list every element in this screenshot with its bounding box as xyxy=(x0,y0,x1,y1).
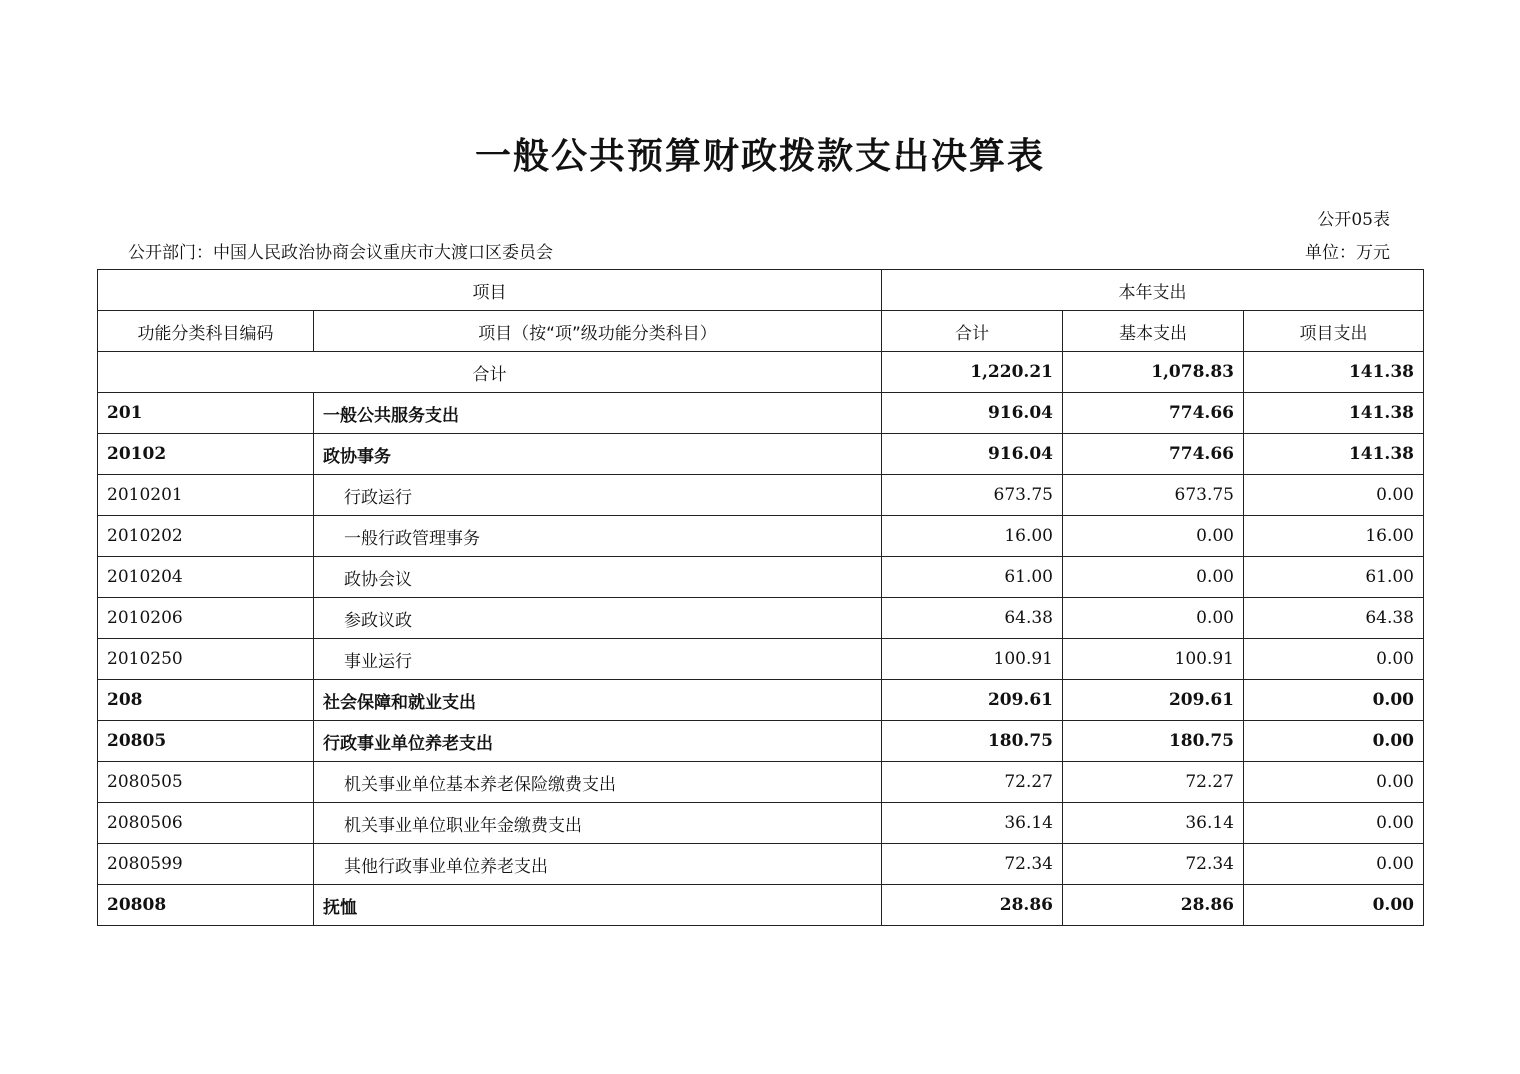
row-name: 行政事业单位养老支出 xyxy=(314,721,882,762)
row-project: 0.00 xyxy=(1244,803,1424,844)
row-basic: 673.75 xyxy=(1063,475,1244,516)
header-code: 功能分类科目编码 xyxy=(98,311,314,352)
row-name: 机关事业单位职业年金缴费支出 xyxy=(314,803,882,844)
table-row xyxy=(98,557,1424,598)
expenditure-table xyxy=(97,269,1424,926)
row-total: 28.86 xyxy=(882,885,1063,926)
header-project-detail: 项目（按“项”级功能分类科目） xyxy=(314,311,882,352)
row-name: 政协会议 xyxy=(314,557,882,598)
row-project: 141.38 xyxy=(1244,393,1424,434)
row-project: 0.00 xyxy=(1244,639,1424,680)
table-row xyxy=(98,680,1424,721)
row-basic: 209.61 xyxy=(1063,680,1244,721)
table-row xyxy=(98,803,1424,844)
table-row xyxy=(98,885,1424,926)
table-row xyxy=(98,844,1424,885)
row-project: 0.00 xyxy=(1244,680,1424,721)
row-total: 916.04 xyxy=(882,434,1063,475)
row-code: 2010201 xyxy=(98,475,314,516)
row-basic: 28.86 xyxy=(1063,885,1244,926)
table-row xyxy=(98,475,1424,516)
row-total: 64.38 xyxy=(882,598,1063,639)
row-basic: 36.14 xyxy=(1063,803,1244,844)
total-project: 141.38 xyxy=(1244,352,1424,393)
row-code: 2010206 xyxy=(98,598,314,639)
row-name: 事业运行 xyxy=(314,639,882,680)
table-row xyxy=(98,762,1424,803)
row-total: 61.00 xyxy=(882,557,1063,598)
row-basic: 774.66 xyxy=(1063,393,1244,434)
total-row xyxy=(98,352,1424,393)
table-row xyxy=(98,393,1424,434)
row-basic: 180.75 xyxy=(1063,721,1244,762)
row-name: 机关事业单位基本养老保险缴费支出 xyxy=(314,762,882,803)
row-code: 201 xyxy=(98,393,314,434)
row-total: 16.00 xyxy=(882,516,1063,557)
row-code: 2080599 xyxy=(98,844,314,885)
table-row xyxy=(98,721,1424,762)
header-row-2 xyxy=(98,311,1424,352)
row-project: 0.00 xyxy=(1244,844,1424,885)
header-basic: 基本支出 xyxy=(1063,311,1244,352)
header-total: 合计 xyxy=(882,311,1063,352)
table-row xyxy=(98,434,1424,475)
table-number: 公开05表 xyxy=(1317,210,1390,230)
row-name: 其他行政事业单位养老支出 xyxy=(314,844,882,885)
row-code: 2080506 xyxy=(98,803,314,844)
row-basic: 0.00 xyxy=(1063,598,1244,639)
row-name: 社会保障和就业支出 xyxy=(314,680,882,721)
row-total: 36.14 xyxy=(882,803,1063,844)
row-code: 2010250 xyxy=(98,639,314,680)
row-code: 2010204 xyxy=(98,557,314,598)
department-label: 公开部门：中国人民政治协商会议重庆市大渡口区委员会 xyxy=(128,243,553,263)
row-total: 180.75 xyxy=(882,721,1063,762)
table-row xyxy=(98,639,1424,680)
row-name: 抚恤 xyxy=(314,885,882,926)
row-total: 72.34 xyxy=(882,844,1063,885)
row-basic: 774.66 xyxy=(1063,434,1244,475)
row-code: 20102 xyxy=(98,434,314,475)
row-name: 一般公共服务支出 xyxy=(314,393,882,434)
header-project-expense: 项目支出 xyxy=(1244,311,1424,352)
table-row xyxy=(98,516,1424,557)
total-basic: 1,078.83 xyxy=(1063,352,1244,393)
page-title: 一般公共预算财政拨款支出决算表 xyxy=(474,136,1045,177)
row-name: 行政运行 xyxy=(314,475,882,516)
row-name: 政协事务 xyxy=(314,434,882,475)
total-label: 合计 xyxy=(98,352,882,393)
row-project: 61.00 xyxy=(1244,557,1424,598)
row-project: 0.00 xyxy=(1244,475,1424,516)
row-basic: 0.00 xyxy=(1063,516,1244,557)
header-row-1 xyxy=(98,270,1424,311)
row-project: 0.00 xyxy=(1244,762,1424,803)
row-name: 一般行政管理事务 xyxy=(314,516,882,557)
row-project: 16.00 xyxy=(1244,516,1424,557)
row-basic: 0.00 xyxy=(1063,557,1244,598)
row-total: 673.75 xyxy=(882,475,1063,516)
row-code: 2080505 xyxy=(98,762,314,803)
row-code: 2010202 xyxy=(98,516,314,557)
header-annual-expense: 本年支出 xyxy=(882,270,1424,311)
unit-label: 单位：万元 xyxy=(1305,243,1390,263)
row-project: 64.38 xyxy=(1244,598,1424,639)
row-project: 0.00 xyxy=(1244,721,1424,762)
row-code: 208 xyxy=(98,680,314,721)
total-amount: 1,220.21 xyxy=(882,352,1063,393)
row-basic: 100.91 xyxy=(1063,639,1244,680)
row-code: 20808 xyxy=(98,885,314,926)
row-total: 916.04 xyxy=(882,393,1063,434)
row-total: 72.27 xyxy=(882,762,1063,803)
row-total: 209.61 xyxy=(882,680,1063,721)
row-basic: 72.27 xyxy=(1063,762,1244,803)
row-project: 0.00 xyxy=(1244,885,1424,926)
header-project: 项目 xyxy=(98,270,882,311)
row-project: 141.38 xyxy=(1244,434,1424,475)
row-basic: 72.34 xyxy=(1063,844,1244,885)
table-row xyxy=(98,598,1424,639)
row-total: 100.91 xyxy=(882,639,1063,680)
row-code: 20805 xyxy=(98,721,314,762)
row-name: 参政议政 xyxy=(314,598,882,639)
